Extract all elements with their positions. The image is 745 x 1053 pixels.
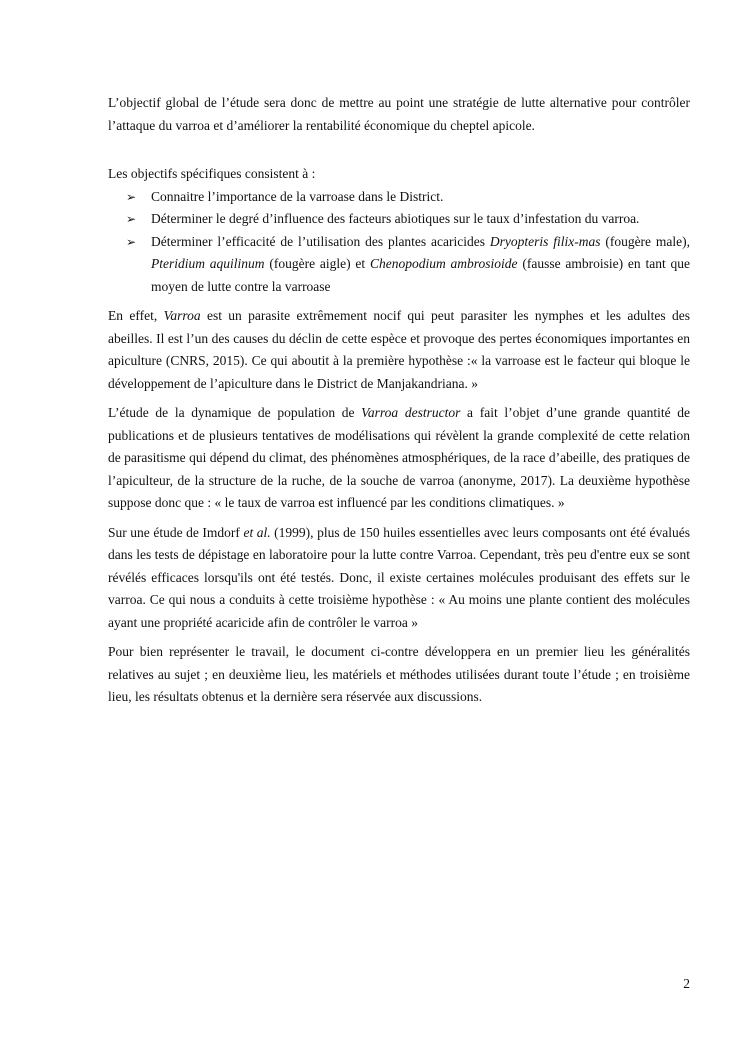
page-number: 2 (683, 976, 690, 991)
text-run: (fougère aigle) et (264, 256, 370, 271)
paragraph-second-hypothesis (108, 402, 690, 515)
text-run: a fait l’objet d’une grande quantité de publications et de plusieurs tentatives de modélisations qui révèlent la grande complexité de cette relation de parasitisme qui dépend du climat, des phénomènes atmosphériques, de la race d’abeille, des pratiques de l’apiculteur, de la structure de la ruche, de la souche de varroa (anonyme, 2017). La deuxième hypothèse suppose donc que : « le taux de varroa est influencé par les conditions climatiques. » (108, 405, 691, 510)
paragraph-specific-objectives-intro: Les objectifs spécifiques consistent à : (108, 166, 316, 181)
text-run: (fausse ambroisie) en tant que moyen de lutte contre la varroase (151, 256, 691, 294)
species-name: Dryopteris filix-mas (489, 233, 601, 249)
paragraph-third-hypothesis (108, 522, 690, 635)
text-run: En effet, (108, 308, 164, 323)
list-item (108, 186, 690, 209)
text-run: Sur une étude de Imdorf (108, 524, 244, 540)
list-item (108, 231, 690, 299)
arrow-bullet-icon: ➢ (126, 189, 137, 204)
list-item (108, 208, 690, 231)
species-name: Varroa (163, 308, 201, 323)
list-item-text: Connaitre l’importance de la varroase dans le District. (151, 188, 444, 204)
paragraph-document-outline: Pour bien représenter le travail, le document ci-contre développera en un premier lieu les généralités relatives au sujet ; en deuxième lieu, les matériels et méthodes utilisées durant toute l’étude ; en troisième lieu, les résultats obtenus et la dernière sera réservée aux discussions. (108, 644, 690, 704)
text-run: (fougère male), (600, 233, 691, 249)
arrow-bullet-icon: ➢ (126, 234, 137, 249)
text-run: L’étude de la dynamique de population de (108, 405, 362, 420)
page-content (108, 92, 690, 716)
text-run: est un parasite extrêmement nocif qui peut parasiter les nymphes et les adultes des abeilles. Il est l’un des causes du déclin de cette espèce et provoque des pertes économiques importantes en apiculture (CNRS, 2015). Ce qui aboutit à la première hypothèse :« la varroase est le facteur qui bloque le développement de l’apiculture dans le District de Manjakandriana. » (108, 308, 690, 391)
species-name: Chenopodium ambrosioide (369, 256, 518, 271)
paragraph-first-hypothesis (108, 305, 690, 395)
paragraph-global-objective: L’objectif global de l’étude sera donc de mettre au point une stratégie de lutte alternative pour contrôler l’attaque du varroa et d’améliorer la rentabilité économique du cheptel apicole. (108, 95, 690, 133)
citation-et-al: et al. (243, 524, 271, 540)
objectives-list (108, 186, 690, 299)
species-name: Pteridium aquilinum (151, 256, 265, 271)
text-run: Déterminer l’efficacité de l’utilisation des plantes acaricides (151, 233, 490, 249)
list-item-text (151, 234, 690, 294)
list-item-text: Déterminer le degré d’influence des facteurs abiotiques sur le taux d’infestation du varroa. (151, 211, 640, 226)
species-name: Varroa destructor (361, 405, 461, 420)
arrow-bullet-icon: ➢ (126, 212, 137, 226)
text-run: (1999), plus de 150 huiles essentielles avec leurs composants ont été évalués dans les tests de dépistage en laboratoire pour la lutte contre Varroa. Cependant, très peu d'entre eux se sont révélés efficaces lorsqu'ils ont été testés. Donc, il existe certaines molécules produisant des effets sur le varroa. Ce qui nous a conduits à cette troisième hypothèse : « Au moins une plante contient des molécules ayant une propriété acaricide afin de contrôler le varroa » (108, 524, 690, 630)
